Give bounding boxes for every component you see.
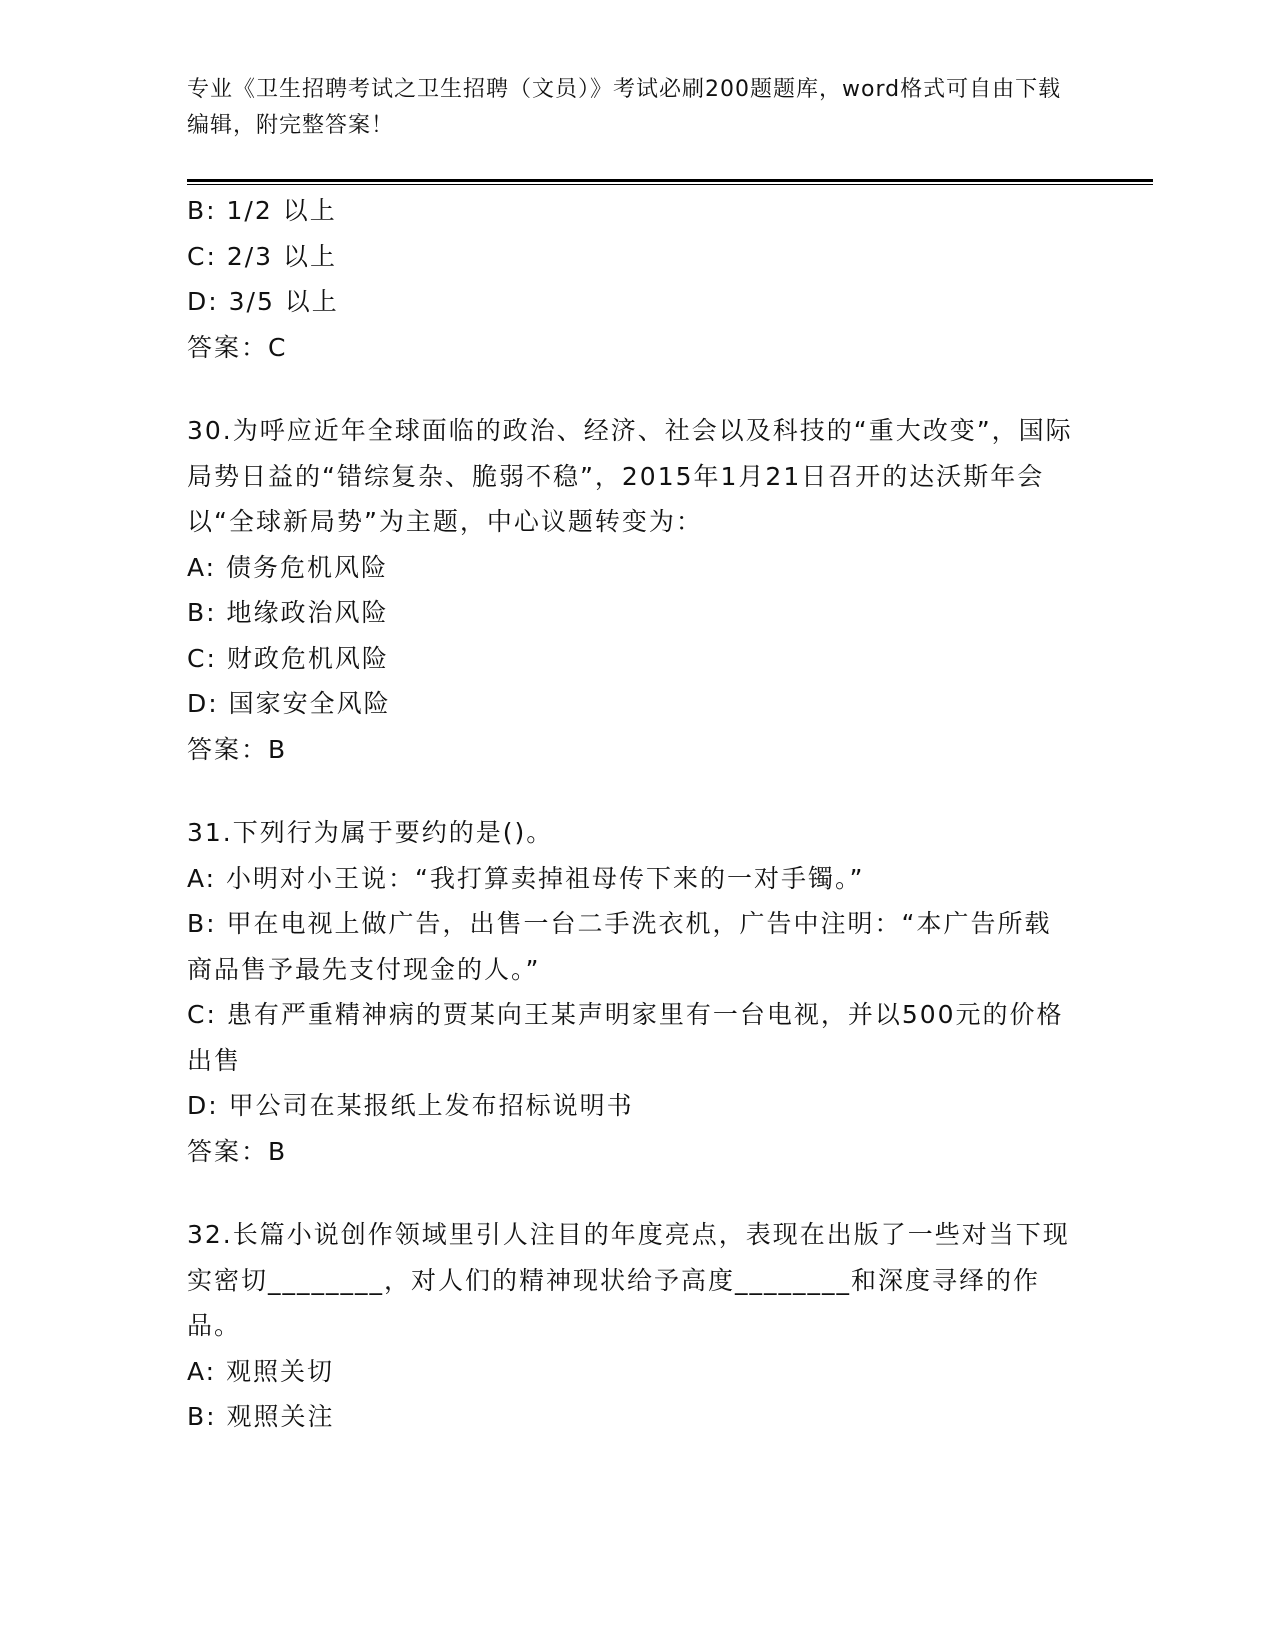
question-32 xyxy=(187,1212,1077,1440)
option-line: C: 2/3 以上 xyxy=(187,241,338,271)
question-stem: 30.为呼应近年全球面临的政治、经济、社会以及科技的“重大改变”，国际局势日益的“错综复杂、脆弱不稳”，2015年1月21日召开的达沃斯年会以“全球新局势”为主题，中心议题转变为： xyxy=(187,416,1073,536)
answer-line: 答案：B xyxy=(187,1136,288,1166)
page-header xyxy=(187,72,1067,144)
question-31 xyxy=(187,810,1077,1174)
option-line: A: 小明对小王说：“我打算卖掉祖母传下来的一对手镯。” xyxy=(187,863,865,893)
option-line: D: 国家安全风险 xyxy=(187,689,391,718)
option-line: C: 患有严重精神病的贾某向王某声明家里有一台电视，并以500元的价格出售 xyxy=(187,1000,1064,1075)
option-line: B: 甲在电视上做广告，出售一台二手洗衣机，广告中注明：“本广告所载商品售予最先支付现金的人。” xyxy=(187,909,1052,984)
question-stem: 32.长篇小说创作领域里引人注目的年度亮点，表现在出版了一些对当下现实密切________，对人们的精神现状给予高度________和深度寻绎的作品。 xyxy=(187,1220,1070,1340)
option-line: D: 甲公司在某报纸上发布招标说明书 xyxy=(187,1091,634,1120)
option-line: A: 观照关切 xyxy=(187,1356,335,1386)
previous-question-tail xyxy=(187,188,1077,370)
answer-line: 答案：C xyxy=(187,332,288,362)
option-line: C: 财政危机风险 xyxy=(187,643,389,673)
option-line: B: 地缘政治风险 xyxy=(187,598,389,627)
option-line: B: 1/2 以上 xyxy=(187,196,337,225)
question-list xyxy=(187,188,1077,1440)
option-line: B: 观照关注 xyxy=(187,1402,335,1431)
answer-line: 答案：B xyxy=(187,734,288,764)
option-line: A: 债务危机风险 xyxy=(187,552,389,582)
question-stem: 31.下列行为属于要约的是()。 xyxy=(187,818,554,847)
question-30 xyxy=(187,408,1077,772)
header-divider-thin xyxy=(187,184,1153,185)
option-line: D: 3/5 以上 xyxy=(187,287,339,316)
header-text: 专业《卫生招聘考试之卫生招聘（文员）》考试必刷200题题库，word格式可自由下载编辑，附完整答案！ xyxy=(187,77,1062,138)
header-divider-thick xyxy=(187,179,1153,182)
